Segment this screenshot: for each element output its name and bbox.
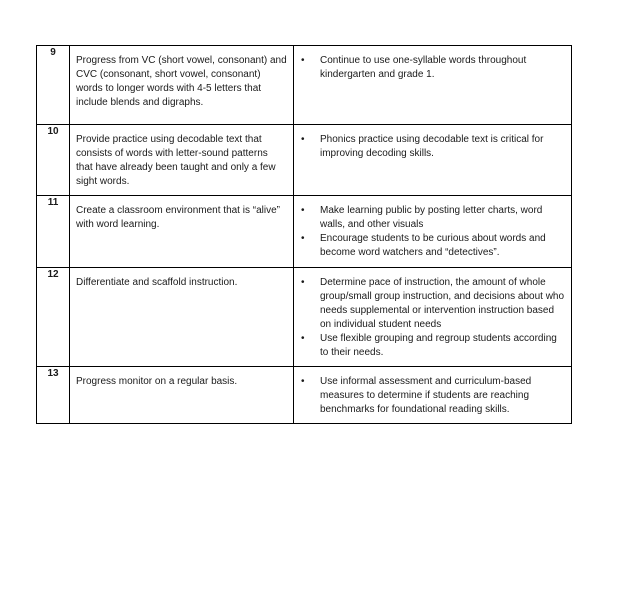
tip-text: Determine pace of instruction, the amount of whole group/small group instruction, and decisions about who needs supplemental or intervention instruction based on individual student needs <box>320 277 565 330</box>
tip-item <box>294 276 565 332</box>
row-number-cell <box>37 125 70 196</box>
recommendation-text: Progress monitor on a regular basis. <box>76 376 238 387</box>
row-number: 12 <box>47 269 59 280</box>
bullet-icon: • <box>301 277 305 288</box>
tip-text: Encourage students to be curious about words and become word watchers and “detectives”. <box>320 233 546 258</box>
row-number-cell <box>37 367 70 424</box>
tip-text: Make learning public by posting letter charts, word walls, and other visuals <box>320 205 543 230</box>
table-row <box>37 46 572 125</box>
row-number: 9 <box>50 47 56 58</box>
recommendation-cell <box>70 46 294 125</box>
tip-text: Use flexible grouping and regroup students according to their needs. <box>320 333 557 358</box>
row-number: 13 <box>47 368 59 379</box>
tip-item <box>294 54 565 82</box>
row-number-cell <box>37 46 70 125</box>
bullet-icon: • <box>301 333 305 344</box>
tip-item <box>294 375 565 417</box>
tip-item <box>294 133 565 161</box>
row-number-cell <box>37 196 70 268</box>
row-number: 10 <box>47 126 59 137</box>
recommendations-table <box>36 45 572 424</box>
bullet-icon: • <box>301 205 305 216</box>
tips-cell <box>294 268 572 367</box>
tip-text: Phonics practice using decodable text is critical for improving decoding skills. <box>320 134 544 159</box>
tip-item <box>294 204 565 232</box>
table-row <box>37 196 572 268</box>
recommendation-cell <box>70 125 294 196</box>
table-row <box>37 367 572 424</box>
tips-list <box>294 268 571 365</box>
tip-item <box>294 232 565 260</box>
bullet-icon: • <box>301 376 305 387</box>
tips-list <box>294 196 571 265</box>
tips-cell <box>294 196 572 268</box>
bullet-icon: • <box>301 55 305 66</box>
tips-list <box>294 367 571 422</box>
bullet-icon: • <box>301 134 305 145</box>
tips-cell <box>294 125 572 196</box>
table-row <box>37 125 572 196</box>
row-number-cell <box>37 268 70 367</box>
tip-item <box>294 332 565 360</box>
recommendation-cell <box>70 196 294 268</box>
tips-list <box>294 46 571 87</box>
tip-text: Continue to use one-syllable words throughout kindergarten and grade 1. <box>320 55 527 80</box>
recommendation-cell <box>70 268 294 367</box>
recommendation-cell <box>70 367 294 424</box>
bullet-icon: • <box>301 233 305 244</box>
tip-text: Use informal assessment and curriculum-based measures to determine if students are reaching benchmarks for foundational reading skills. <box>320 376 532 415</box>
tips-cell <box>294 367 572 424</box>
recommendation-text: Create a classroom environment that is “alive” with word learning. <box>76 205 280 230</box>
row-number: 11 <box>47 197 59 208</box>
table-row <box>37 268 572 367</box>
tips-list <box>294 125 571 166</box>
tips-cell <box>294 46 572 125</box>
recommendation-text: Progress from VC (short vowel, consonant) and CVC (consonant, short vowel, consonant) words to longer words with 4-5 letters that include blends and digraphs. <box>76 55 287 108</box>
recommendation-text: Provide practice using decodable text that consists of words with letter-sound patterns that have already been taught and only a few sight words. <box>76 134 276 187</box>
recommendation-text: Differentiate and scaffold instruction. <box>76 277 238 288</box>
